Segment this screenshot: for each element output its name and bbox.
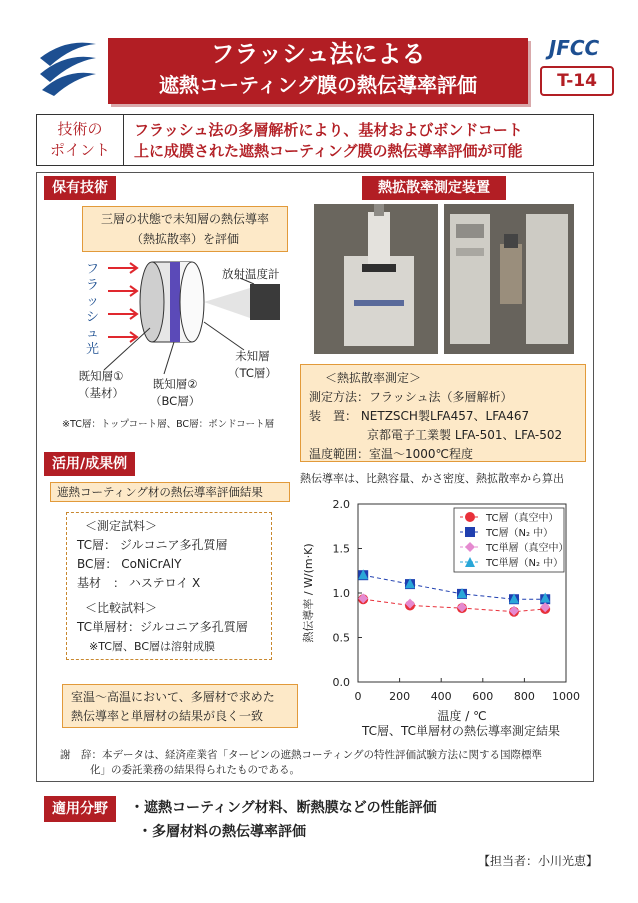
apparatus-photo-1: [314, 204, 438, 354]
results-title: 遮熱コーティング材の熱伝導率評価結果: [50, 482, 290, 502]
acknowledgment-line1: 謝 辞：本データは、経済産業省「タービンの遮熱コーティングの特性評価試験方法に関する国際標準: [60, 749, 542, 761]
tech-point-label: [36, 114, 124, 166]
measurement-temp-range: 温度範囲：室温～1000℃程度: [309, 447, 474, 461]
results-tag: 活用/成果例: [44, 452, 135, 476]
flash-arrow-3: [108, 309, 137, 319]
sample-bc: BC層： CoNiCrAlY: [77, 557, 182, 571]
sample-box: [66, 512, 272, 660]
acknowledgment: [60, 748, 590, 778]
document-code: T-14: [540, 66, 614, 96]
y-axis-label: 熱伝導率 / W/(m·K): [302, 543, 315, 643]
title-line-2: 遮熱コーティング膜の熱伝導率評価: [159, 73, 477, 97]
tech-point-line1: フラッシュ法の多層解析により、基材およびボンドコート: [134, 121, 523, 139]
x-tick-label: 1000: [552, 690, 580, 703]
flash-arrow-2: [108, 286, 137, 296]
legend-marker: [465, 512, 475, 522]
person-in-charge: 【担当者：小川光恵】: [478, 854, 599, 868]
known-layer-2-line2: （BC層）: [150, 394, 201, 408]
measurement-header: ＜熱拡散率測定＞: [325, 371, 422, 385]
title-line-1: フラッシュ法による: [210, 40, 426, 68]
x-tick-label: 600: [472, 690, 494, 703]
calc-note: 熱伝導率は、比熱容量、かさ密度、熱拡散率から算出: [300, 472, 564, 485]
measurement-info-box: [300, 364, 586, 462]
conclusion-box: [62, 684, 298, 728]
tech-point-label-line2: ポイント: [49, 141, 110, 159]
x-tick-label: 200: [389, 690, 411, 703]
unknown-layer-label: [228, 348, 277, 382]
application-item-2: ・多層材料の熱伝導率評価: [138, 824, 306, 840]
flash-arrow-1: [108, 263, 137, 273]
known-layer-1-line1: 既知層①: [78, 369, 124, 383]
known-layer-1-line2: （基材）: [78, 386, 124, 400]
known-layer-2-label: [150, 376, 200, 410]
x-axis-label: 温度 / ℃: [437, 709, 487, 723]
known-layer-1-label: [78, 368, 124, 402]
y-tick-label: 2.0: [332, 498, 350, 511]
page-title: [108, 38, 528, 104]
three-layer-line2: （熱拡散率）を評価: [130, 232, 239, 246]
legend-label: TC単層（真空中）: [486, 543, 569, 554]
owned-tech-tag: 保有技術: [44, 176, 116, 200]
compare-header: ＜比較試料＞: [85, 601, 158, 615]
known-layer-2-line1: 既知層②: [152, 377, 198, 391]
y-tick-label: 1.5: [332, 542, 350, 556]
apparatus-photo-2: [444, 204, 574, 354]
sample-header: ＜測定試料＞: [85, 519, 158, 533]
application-item-1: ・遮熱コーティング材料、断熱膜などの性能評価: [130, 800, 437, 816]
legend-label: TC単層（N₂ 中）: [486, 558, 564, 569]
conclusion-line1: 室温～高温において、多層材で求めた: [71, 690, 275, 704]
measurement-device-1: 装 置： NETZSCH製LFA457、LFA467: [309, 409, 530, 423]
legend-marker: [465, 527, 475, 537]
chart-caption: TC層、TC単層材の熱伝導率測定結果: [362, 724, 561, 738]
y-tick-label: 0.5: [332, 631, 350, 645]
org-name: JFCC: [548, 36, 600, 60]
legend-label: TC層（真空中）: [486, 513, 559, 524]
conclusion-line2: 熱伝導率と単層材の結果が良く一致: [71, 709, 264, 723]
legend-label: TC層（N₂ 中）: [486, 528, 554, 539]
compare-note: ※TC層、BC層は溶射成膜: [89, 640, 216, 653]
tech-point-label-line1: 技術の: [57, 120, 103, 138]
three-layer-line1: 三層の状態で未知層の熱伝導率: [100, 212, 269, 226]
y-tick-label: 1.0: [332, 587, 350, 600]
x-tick-label: 800: [513, 690, 535, 703]
tech-point-line2: 上に成膜された遮熱コーティング膜の熱伝導率評価が可能: [134, 142, 523, 160]
flash-light-label: フラッシュ光: [86, 262, 100, 357]
x-tick-label: 400: [430, 690, 452, 703]
tech-point-text: [124, 114, 594, 166]
measurement-device-2: 京都電子工業製 LFA-501、LFA-502: [367, 428, 563, 442]
compare-tc: TC単層材：ジルコニア多孔質層: [77, 620, 248, 634]
layer-abbrev-note: ※TC層：トップコート層、BC層：ボンドコート層: [62, 419, 275, 430]
thermal-conductivity-chart: [296, 490, 594, 740]
apparatus-tag: 熱拡散率測定装置: [362, 176, 506, 200]
unknown-layer-line2: （TC層）: [228, 366, 277, 380]
jfcc-logo: [36, 36, 100, 98]
measurement-method: 測定方法：フラッシュ法（多層解析）: [309, 390, 513, 404]
unknown-layer-line1: 未知層: [235, 349, 270, 363]
flash-arrow-4: [108, 332, 137, 342]
y-tick-label: 0.0: [332, 676, 350, 689]
sample-base: 基材 ： ハステロイ X: [77, 576, 201, 590]
radiation-thermometer-label: 放射温度計: [222, 267, 280, 281]
acknowledgment-line2: 化」の委託業務の結果得られたものである。: [90, 764, 300, 776]
application-tag: 適用分野: [44, 796, 116, 822]
sample-tc: TC層： ジルコニア多孔質層: [77, 538, 228, 552]
three-layer-box: [82, 206, 288, 252]
x-tick-label: 0: [354, 690, 362, 703]
application-list: [130, 796, 437, 844]
